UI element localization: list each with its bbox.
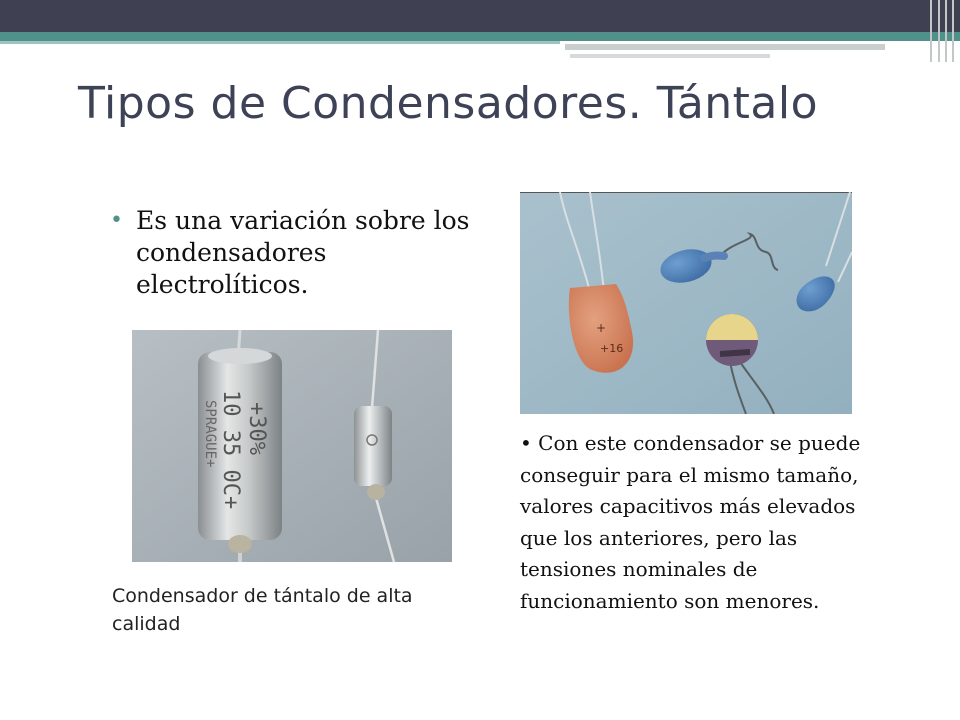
bullet-main-text: Es una variación sobre los condensadores electrolíticos. [136,206,470,299]
tantalum-axial-capacitors-photo [132,330,452,562]
header-teal-bar [0,32,960,41]
svg-text:SPRAGUE+ [202,400,218,467]
drop-capacitors-illustration [520,192,852,414]
slide-title: Tipos de Condensadores. Tántalo [78,78,819,129]
header-accent-line-1 [565,44,885,50]
bullet-main [112,205,472,301]
svg-text:+30% [244,402,269,455]
tantalum-drop-capacitors-photo [520,192,852,414]
header-dark-bar [0,0,960,32]
header-teal-light-bar [0,41,560,44]
big-cap-marking-1: +30% [244,402,269,455]
caption-bullet-dot-icon: • [520,431,532,455]
big-cap-marking-2: 10 35 0C+ [218,390,243,510]
header-accent-line-2 [570,54,770,58]
header-vertical-lines [920,0,960,62]
axial-capacitors-illustration [132,330,452,562]
right-photo-caption-text: Con este condensador se puede conseguir para el mismo tamaño, valores capacitivos más elevados que los anteriores, pero las tensiones nominales de funcionamiento son menores. [520,431,861,613]
orange-cap-mark-1: + [596,321,607,335]
orange-cap-mark-2: +16 [600,342,624,355]
svg-text:10 35 0C+ [218,390,243,509]
bullet-dot-icon: • [110,208,123,233]
left-photo-caption: Condensador de tántalo de alta calidad [112,585,413,635]
big-cap-marking-3: SPRAGUE+ [202,400,218,468]
right-photo-caption [520,428,890,617]
